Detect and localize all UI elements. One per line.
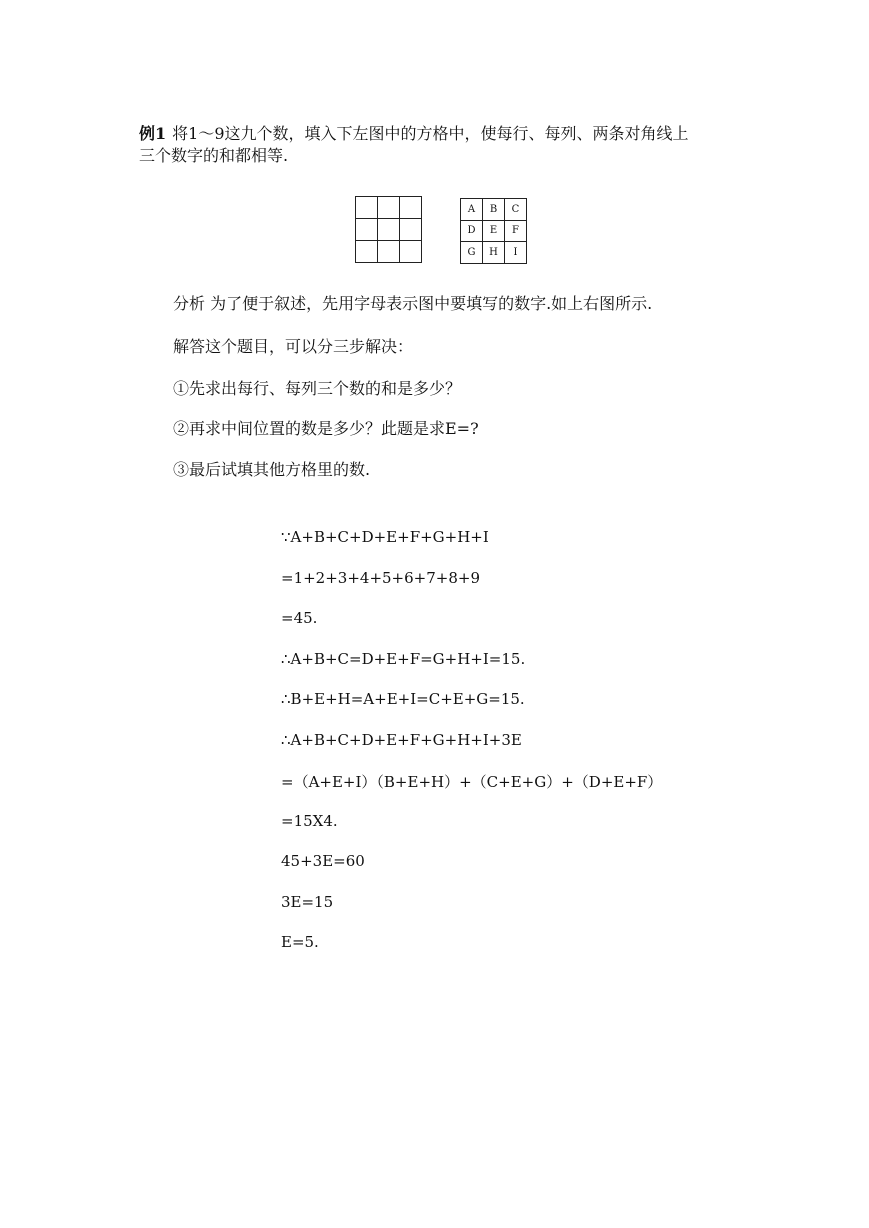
grid-cell xyxy=(356,197,378,219)
math-line: =（A+E+I）（B+E+H）+（C+E+G）+（D+E+F） xyxy=(281,773,663,791)
example-label: 例1 xyxy=(139,124,167,143)
grid-cell xyxy=(378,197,400,219)
grid-cell xyxy=(356,241,378,263)
letter-cell: D xyxy=(461,221,483,243)
letter-cell: B xyxy=(483,199,505,221)
math-line: ∴B+E+H=A+E+I=C+E+G=15. xyxy=(281,690,525,708)
letter-grid xyxy=(460,198,527,264)
step-3: ③最后试填其他方格里的数. xyxy=(173,460,371,479)
math-line: =15X4. xyxy=(281,812,338,830)
empty-grid xyxy=(355,196,422,263)
letter-cell: H xyxy=(483,242,505,264)
math-line: ∵A+B+C+D+E+F+G+H+I xyxy=(281,528,489,546)
step-2: ②再求中间位置的数是多少？此题是求E=? xyxy=(173,419,479,438)
problem-statement-line-1 xyxy=(139,121,689,144)
letter-cell: C xyxy=(505,199,527,221)
math-line: ∴A+B+C+D+E+F+G+H+I+3E xyxy=(281,731,522,749)
problem-statement-line-2: 三个数字的和都相等. xyxy=(139,146,289,165)
grid-cell xyxy=(356,219,378,241)
math-line: =45. xyxy=(281,609,318,627)
grid-cell xyxy=(400,197,422,219)
letter-cell: A xyxy=(461,199,483,221)
math-line: =1+2+3+4+5+6+7+8+9 xyxy=(281,569,481,587)
grid-cell xyxy=(378,219,400,241)
grid-cell xyxy=(378,241,400,263)
math-line: 45+3E=60 xyxy=(281,852,365,870)
letter-cell: F xyxy=(505,221,527,243)
letter-cell: I xyxy=(505,242,527,264)
analysis-paragraph: 分析 为了便于叙述，先用字母表示图中要填写的数字.如上右图所示. xyxy=(173,294,653,313)
math-line: ∴A+B+C=D+E+F=G+H+I=15. xyxy=(281,650,526,668)
problem-text-1: 将1～9这九个数，填入下左图中的方格中，使每行、每列、两条对角线上 xyxy=(172,124,689,143)
letter-cell: E xyxy=(483,221,505,243)
grid-cell xyxy=(400,241,422,263)
letter-cell: G xyxy=(461,242,483,264)
math-line: 3E=15 xyxy=(281,893,334,911)
math-line: E=5. xyxy=(281,933,319,951)
grid-cell xyxy=(400,219,422,241)
solution-intro: 解答这个题目，可以分三步解决： xyxy=(173,337,414,356)
step-1: ①先求出每行、每列三个数的和是多少？ xyxy=(173,379,462,398)
